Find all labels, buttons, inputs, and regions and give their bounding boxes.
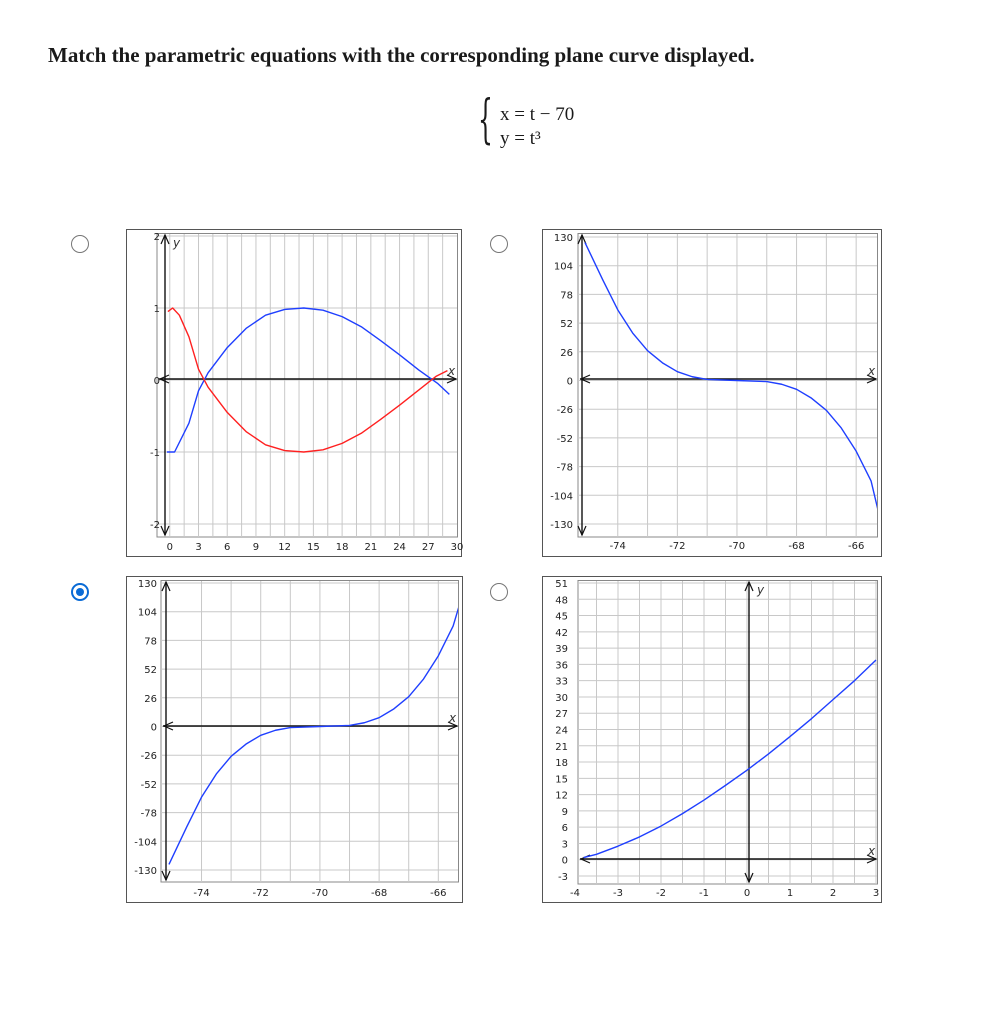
x-tick-label: 0 xyxy=(743,888,751,899)
y-tick-label: 130 xyxy=(553,233,573,244)
y-tick-label: -130 xyxy=(134,866,157,877)
y-tick-label: -78 xyxy=(140,808,157,820)
graph-option-d xyxy=(542,576,882,903)
y-tick-label: 42 xyxy=(555,627,568,639)
graph-svg xyxy=(126,229,462,557)
y-tick-label: 0 xyxy=(153,376,160,387)
y-tick-label: 104 xyxy=(553,261,573,273)
graph-svg xyxy=(126,576,463,903)
y-tick-label: 33 xyxy=(555,676,568,688)
graph-frame xyxy=(543,230,882,557)
y-tick-label: 21 xyxy=(555,741,568,753)
y-tick-label: 12 xyxy=(555,790,568,802)
y-tick-label: 2 xyxy=(153,232,160,243)
graph-svg xyxy=(542,576,882,903)
y-tick-label: 15 xyxy=(555,774,568,786)
y-tick-label: 24 xyxy=(555,725,568,737)
y-tick-label: 130 xyxy=(137,579,157,590)
x-equation: x = t − 70 xyxy=(500,104,575,125)
y-tick-label: -3 xyxy=(558,872,568,883)
y-tick-label: 1 xyxy=(153,304,160,315)
x-tick-label: 27 xyxy=(421,542,435,553)
y-tick-label: 26 xyxy=(144,693,157,705)
y-tick-label: 0 xyxy=(566,376,573,388)
x-tick-label: -4 xyxy=(570,888,580,899)
x-tick-label: 24 xyxy=(393,542,406,553)
brace-icon: { xyxy=(478,90,493,150)
y-tick-label: 0 xyxy=(150,722,157,734)
y-tick-label: 51 xyxy=(555,579,568,590)
graph-option-c xyxy=(126,576,463,903)
option-c-radio[interactable] xyxy=(71,583,89,601)
option-b-radio[interactable] xyxy=(490,235,508,253)
x-tick-label: -66 xyxy=(847,541,865,552)
x-axis-label: x xyxy=(449,711,457,725)
option-a-radio[interactable] xyxy=(71,235,89,253)
x-tick-label: -74 xyxy=(193,888,210,899)
y-equation: y = t³ xyxy=(500,128,541,149)
x-tick-label: 18 xyxy=(335,542,349,553)
graph-option-b xyxy=(542,229,882,557)
x-tick-label: -70 xyxy=(728,541,746,552)
y-tick-label: -52 xyxy=(556,433,573,445)
x-axis-label: x xyxy=(868,844,876,858)
y-tick-label: -2 xyxy=(150,520,160,531)
y-tick-label: 39 xyxy=(555,644,568,656)
y-tick-label: 0 xyxy=(561,855,568,867)
y-tick-label: 9 xyxy=(561,806,568,818)
y-tick-label: 52 xyxy=(144,665,157,677)
y-tick-label: -104 xyxy=(134,837,157,849)
x-tick-label: 21 xyxy=(364,542,378,553)
y-tick-label: 6 xyxy=(561,823,568,835)
x-tick-label: -66 xyxy=(430,888,447,899)
y-tick-label: 3 xyxy=(561,839,568,851)
x-tick-label: -68 xyxy=(370,888,388,899)
y-tick-label: 26 xyxy=(560,347,573,359)
x-tick-label: 2 xyxy=(829,888,837,899)
x-tick-label: 30 xyxy=(450,542,464,553)
y-tick-label: 18 xyxy=(555,758,568,770)
graph-option-a xyxy=(126,229,462,557)
x-tick-label: -1 xyxy=(699,888,709,899)
y-axis-label: y xyxy=(173,236,181,250)
parametric-system xyxy=(478,90,618,162)
x-tick-label: -70 xyxy=(311,888,329,899)
y-tick-label: -78 xyxy=(556,462,573,474)
x-tick-label: -72 xyxy=(669,541,686,552)
x-tick-label: -68 xyxy=(788,541,805,552)
question-text: Match the parametric equations with the corresponding plane curve displayed. xyxy=(48,43,755,67)
x-tick-label: 3 xyxy=(195,542,202,553)
y-tick-label: -26 xyxy=(140,751,157,763)
graph-svg xyxy=(542,229,882,557)
x-tick-label: 12 xyxy=(278,542,292,553)
x-tick-label: 3 xyxy=(872,888,880,899)
x-tick-label: 1 xyxy=(786,888,794,899)
y-axis-label: y xyxy=(757,583,765,597)
y-tick-label: -104 xyxy=(550,491,573,503)
x-tick-label: 6 xyxy=(224,542,231,553)
y-tick-label: 52 xyxy=(560,319,573,331)
y-tick-label: 78 xyxy=(144,636,157,648)
y-tick-label: 104 xyxy=(137,607,157,619)
graph-frame xyxy=(127,577,463,903)
x-tick-label: 9 xyxy=(252,542,260,553)
x-tick-label: -3 xyxy=(613,888,623,899)
x-axis-label: x xyxy=(448,364,456,378)
y-tick-label: 45 xyxy=(555,611,568,623)
x-axis-label: x xyxy=(868,364,876,378)
graph-frame xyxy=(543,577,882,903)
y-tick-label: -52 xyxy=(140,779,157,791)
x-tick-label: -74 xyxy=(609,541,626,552)
x-tick-label: 0 xyxy=(166,542,173,553)
y-tick-label: 48 xyxy=(555,595,568,607)
y-tick-label: 30 xyxy=(555,692,568,704)
y-tick-label: -130 xyxy=(550,520,573,531)
y-tick-label: 27 xyxy=(555,709,568,721)
option-d-radio[interactable] xyxy=(490,583,508,601)
x-tick-label: -2 xyxy=(656,888,666,899)
x-tick-label: 15 xyxy=(307,542,320,553)
x-tick-label: -72 xyxy=(252,888,269,899)
y-tick-label: -26 xyxy=(556,405,573,417)
y-tick-label: 36 xyxy=(555,660,568,672)
graph-frame xyxy=(127,230,462,557)
y-tick-label: 78 xyxy=(560,290,573,302)
y-tick-label: -1 xyxy=(150,448,160,459)
